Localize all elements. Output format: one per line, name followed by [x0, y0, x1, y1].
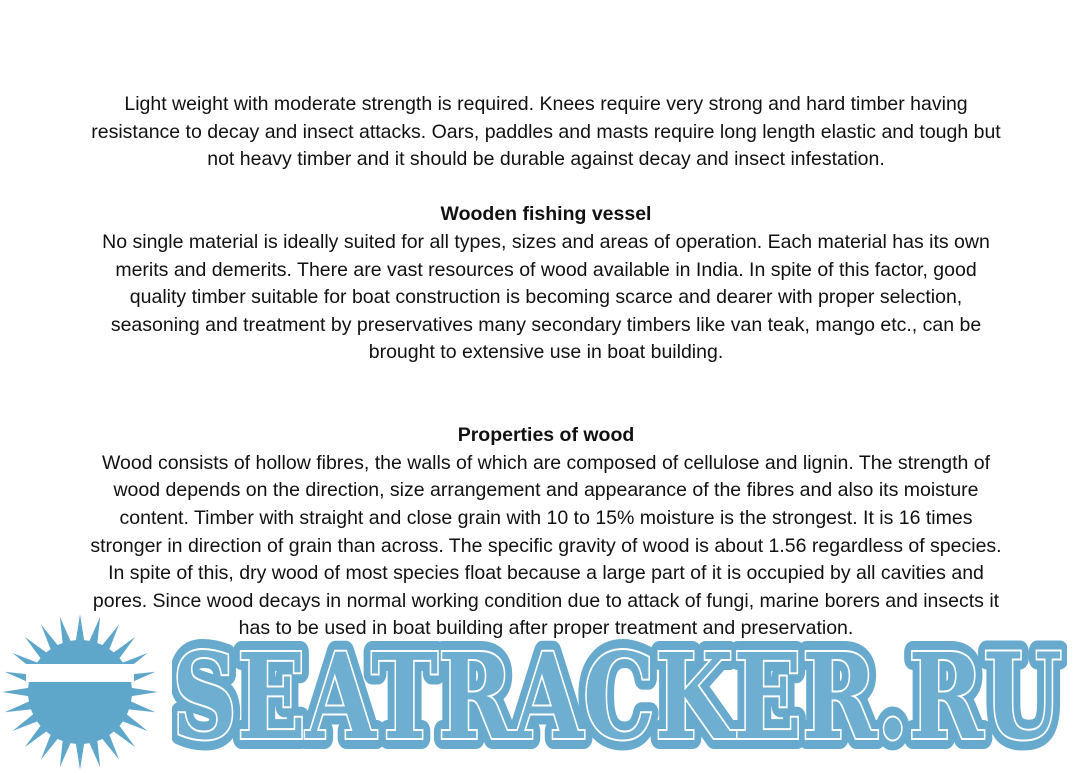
section-heading-properties-of-wood: Properties of wood: [457, 424, 635, 447]
svg-text:SEATRACKER.RU: SEATRACKER.RU: [172, 630, 1062, 755]
spacer: [90, 367, 1002, 422]
svg-text:SEATRACKER.RU: SEATRACKER.RU: [172, 630, 1062, 755]
sun-ray: [75, 740, 84, 770]
section-body-properties-of-wood: Wood consists of hollow fibres, the walls of which are composed of cellulose and lignin. The strength of wood depends on the direction, size arrangement and appearance of the fibres and also its moisture content. Timber with straight and close grain with 10 to 15% moisture is the strongest. It is 16 times stronger in direction of grain than across. The specific gravity of wood is about 1.56 regardless of species. In spite of this, dry wood of most species float because a large part of it is occupied by all cavities and pores. Since wood decays in normal working condition due to attack of fungi, marine borers and insects it has to be used in boat building after proper treatment and preservation.: [90, 451, 1002, 640]
sun-ray: [2, 687, 32, 696]
spacer: [90, 174, 1002, 202]
document-body: [90, 91, 1002, 643]
sun-over-sea-icon: [0, 612, 160, 773]
sun-ray: [75, 614, 84, 644]
section-heading-wooden-fishing-vessel: Wooden fishing vessel: [440, 203, 652, 226]
sun-ray: [128, 687, 158, 696]
site-watermark: [0, 612, 1080, 773]
section-body-wooden-fishing-vessel: No single material is ideally suited for all types, sizes and areas of operation. Each material has its own merits and demerits. There are vast resources of wood available in India. In spite of this factor, good quality timber suitable for boat construction is becoming scarce and dearer with proper selection, seasoning and treatment by preservatives many secondary timbers like van teak, mango etc., can be brought to extensive use in boat building.: [102, 230, 990, 364]
watermark-logo-text: [172, 630, 1067, 755]
intro-paragraph: Light weight with moderate strength is required. Knees require very strong and hard timber having resistance to decay and insect attacks. Oars, paddles and masts require long length elastic and tough but not heavy timber and it should be durable against decay and insect infestation.: [91, 93, 1001, 171]
svg-text:SEATRACKER.RU: SEATRACKER.RU: [172, 630, 1062, 755]
